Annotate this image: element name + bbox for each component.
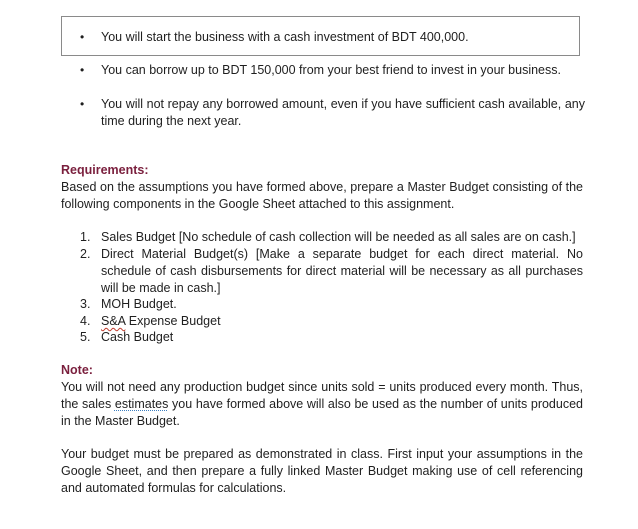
item-number: 1. <box>80 230 91 244</box>
note-text: you have formed above will also be used as the number of units produced in the Master Budget. <box>61 397 583 428</box>
spellcheck-flagged-word[interactable]: S&A <box>101 314 126 328</box>
bullet-marker: • <box>80 30 85 44</box>
bullet-text: You will start the business with a cash investment of BDT 400,000. <box>101 30 469 44</box>
item-text: MOH Budget. <box>101 297 177 311</box>
item-number: 2. <box>80 247 91 261</box>
item-number: 3. <box>80 297 91 311</box>
bullet-marker: • <box>80 63 85 77</box>
note-paragraph <box>61 379 583 430</box>
requirements-heading: Requirements: <box>61 163 149 177</box>
item-text: Cash Budget <box>101 330 174 344</box>
instructions-paragraph: Your budget must be prepared as demonstrated in class. First input your assumptions in the Google Sheet, and then prepare a fully linked Master Budget making use of cell referencing and automated formulas for calculations. <box>61 447 583 495</box>
item-text-suffix: Expense Budget <box>125 314 221 328</box>
item-text <box>101 313 583 330</box>
item-number: 4. <box>80 314 91 328</box>
grammar-flagged-word[interactable]: estimates <box>114 397 169 411</box>
item-text: Direct Material Budget(s) [Make a separate budget for each direct material. No schedule of cash disbursements for direct material will be necessary as all purchases will be made in cash.] <box>101 247 583 295</box>
bullet-text: You can borrow up to BDT 150,000 from your best friend to invest in your business. <box>101 63 561 77</box>
requirements-intro: Based on the assumptions you have formed above, prepare a Master Budget consisting of the following components in the Google Sheet attached to this assignment. <box>61 180 583 211</box>
note-heading: Note: <box>61 363 93 377</box>
bullet-marker: • <box>80 97 85 111</box>
note-text: You will not need any production budget since units sold = units produced every month. Thus, the sales <box>61 380 583 411</box>
item-text: Sales Budget [No schedule of cash collection will be needed as all sales are on cash.] <box>101 230 576 244</box>
bullet-text: You will not repay any borrowed amount, even if you have sufficient cash available, any time during the next year. <box>101 97 585 128</box>
item-number: 5. <box>80 330 91 344</box>
